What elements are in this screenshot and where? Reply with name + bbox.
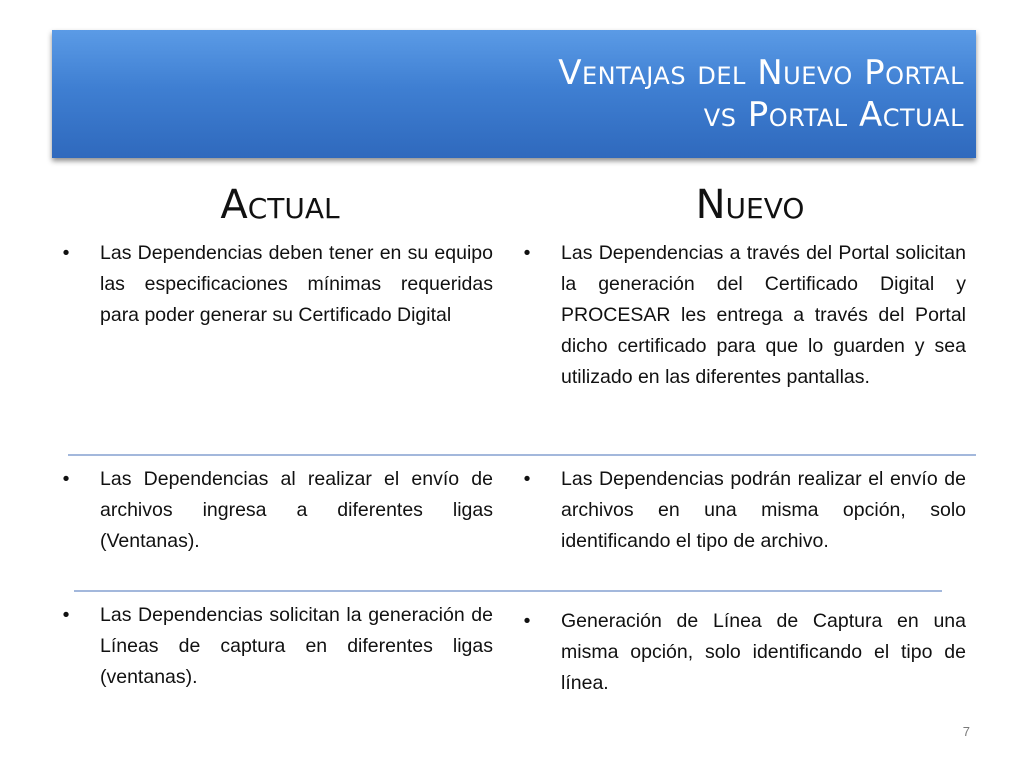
row-divider-2 bbox=[74, 590, 942, 592]
bullet-icon: • bbox=[523, 242, 531, 264]
row-1-actual bbox=[62, 238, 493, 331]
bullet-icon: • bbox=[523, 610, 531, 632]
bullet-icon: • bbox=[62, 468, 70, 490]
column-header-nuevo: Nuevo bbox=[695, 182, 805, 228]
row-1-actual-text: Las Dependencias deben tener en su equipo las especificaciones mínimas requeridas para poder generar su Certificado Digital bbox=[100, 242, 493, 326]
bullet-icon: • bbox=[523, 468, 531, 490]
row-2-actual-text: Las Dependencias al realizar el envío de archivos ingresa a diferentes ligas (Ventanas). bbox=[100, 468, 493, 552]
bullet-icon: • bbox=[62, 242, 70, 264]
row-2-nuevo bbox=[523, 464, 966, 557]
row-1-nuevo bbox=[523, 238, 966, 393]
column-header-actual: Actual bbox=[220, 182, 340, 228]
row-3-actual-text: Las Dependencias solicitan la generación de Líneas de captura en diferentes ligas (ventanas). bbox=[100, 604, 493, 688]
bullet-icon: • bbox=[62, 604, 70, 626]
row-3-actual bbox=[62, 600, 493, 693]
row-1-nuevo-text: Las Dependencias a través del Portal solicitan la generación del Certificado Digital y PROCESAR les entrega a través del Portal dicho certificado para que lo guarden y sea utilizado en las diferentes pantallas. bbox=[561, 242, 966, 388]
row-2-nuevo-text: Las Dependencias podrán realizar el envío de archivos en una misma opción, solo identificando el tipo de archivo. bbox=[561, 468, 966, 552]
row-3-nuevo bbox=[523, 606, 966, 699]
slide-title-line-2: vs Portal Actual bbox=[703, 95, 964, 135]
row-2-actual bbox=[62, 464, 493, 557]
slide-title-line-1: Ventajas del Nuevo Portal bbox=[558, 53, 964, 93]
row-3-nuevo-text: Generación de Línea de Captura en una misma opción, solo identificando el tipo de línea. bbox=[561, 610, 966, 694]
page-number: 7 bbox=[962, 724, 970, 739]
row-divider-1 bbox=[68, 454, 976, 456]
slide-title-bar bbox=[52, 30, 976, 158]
